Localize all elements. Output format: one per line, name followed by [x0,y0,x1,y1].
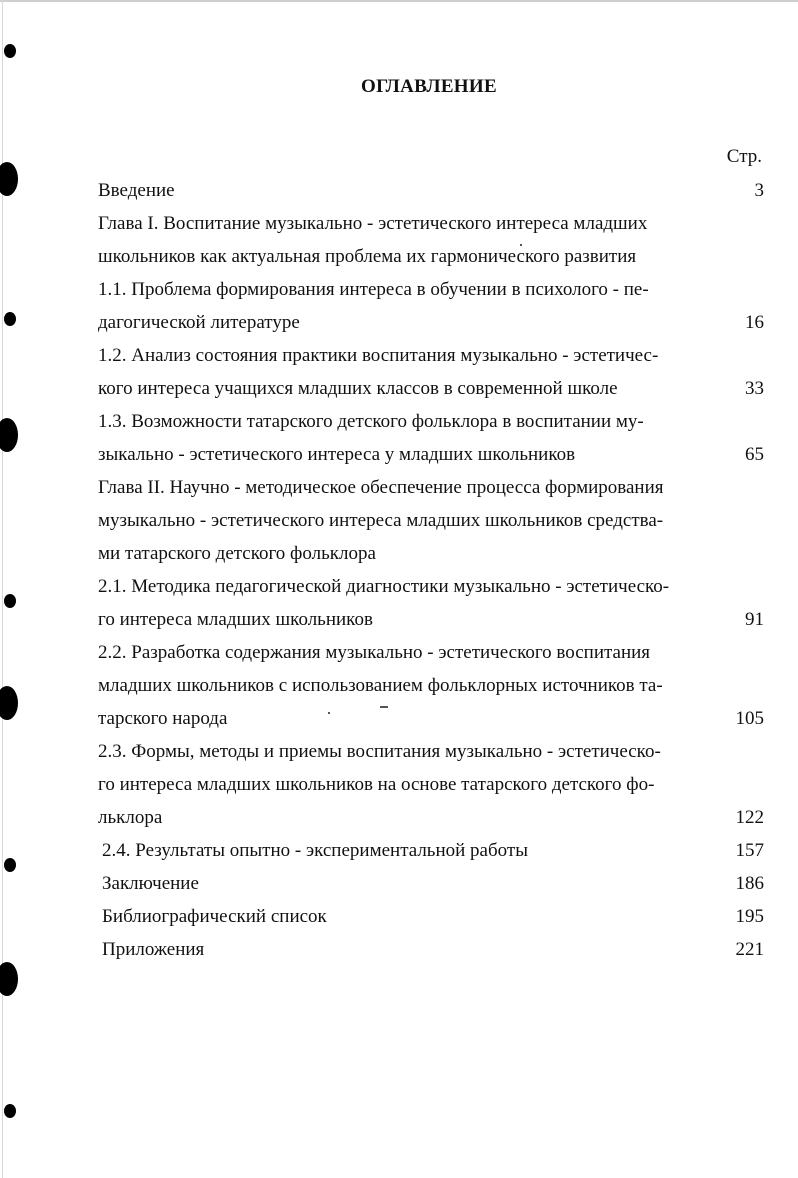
toc-entry [98,900,764,933]
toc-entry-line: Глава I. Воспитание музыкально - эстетического интереса младших [98,213,648,234]
punch-hole-mark [4,594,16,608]
toc-entry-line: зыкально - эстетического интереса у младших школьников [98,444,576,465]
toc-entry-line: Глава II. Научно - методическое обеспечение процесса формирования [98,477,664,498]
toc-entry-line: ми татарского детского фольклора [98,543,376,564]
toc-entry-line: Заключение [102,873,199,894]
punch-hole-mark [4,312,16,326]
toc-entry-line: 1.1. Проблема формирования интереса в обучении в психолого - пе- [98,279,649,300]
toc-entry-line: тарского народа [98,708,228,729]
toc-entry-line: школьников как актуальная проблема их гармонического развития [98,246,637,267]
punch-hole-mark [4,44,16,58]
table-of-contents [98,174,764,966]
toc-page-number: 33 [745,378,764,399]
page-title: ОГЛАВЛЕНИЕ [361,76,497,97]
toc-page-number: 3 [754,180,764,201]
toc-entry [98,636,764,735]
toc-entry [98,834,764,867]
punch-hole-mark [0,962,18,996]
toc-page-number: 122 [735,807,764,828]
toc-page-number: 91 [745,609,764,630]
toc-entry-line: го интереса младших школьников на основе татарского детского фо- [98,774,655,795]
toc-entry-line: 2.4. Результаты опытно - экспериментальной работы [102,840,528,861]
toc-entry [98,273,764,339]
toc-entry [98,405,764,471]
punch-hole-mark [0,686,18,720]
toc-entry-line: 1.3. Возможности татарского детского фольклора в воспитании му- [98,411,644,432]
page-column-label: Стр. [726,146,762,167]
toc-entry [98,207,764,273]
toc-entry-line: 2.3. Формы, методы и приемы воспитания музыкально - эстетическо- [98,741,661,762]
toc-entry-line: 2.2. Разработка содержания музыкально - эстетического воспитания [98,642,651,663]
toc-entry-line: Приложения [102,939,205,960]
punch-hole-mark [4,858,16,872]
toc-entry [98,933,764,966]
toc-entry [98,867,764,900]
toc-entry-line: Библиографический список [102,906,327,927]
toc-entry-line: музыкально - эстетического интереса младших школьников средства- [98,510,664,531]
toc-entry-line: 1.2. Анализ состояния практики воспитания музыкально - эстетичес- [98,345,659,366]
toc-entry-line: Введение [98,180,175,201]
toc-entry-line: младших школьников с использованием фольклорных источников та- [98,675,663,696]
toc-page-number: 221 [735,939,764,960]
punch-hole-mark [4,1104,16,1118]
punch-hole-mark [0,162,18,196]
toc-entry [98,339,764,405]
toc-entry-line: льклора [98,807,163,828]
toc-page-number: 157 [735,840,764,861]
toc-entry-line: дагогической литературе [98,312,300,333]
toc-entry-line: кого интереса учащихся младших классов в современной школе [98,378,618,399]
punch-hole-mark [0,418,18,452]
toc-page-number: 105 [735,708,764,729]
scan-edge-top [0,0,798,2]
toc-entry-line: 2.1. Методика педагогической диагностики музыкально - эстетическо- [98,576,670,597]
toc-page-number: 195 [735,906,764,927]
toc-page-number: 16 [745,312,764,333]
toc-page-number: 186 [735,873,764,894]
toc-page-number: 65 [745,444,764,465]
toc-entry [98,570,764,636]
toc-entry [98,735,764,834]
toc-entry [98,174,764,207]
toc-entry [98,471,764,570]
toc-entry-line: го интереса младших школьников [98,609,373,630]
